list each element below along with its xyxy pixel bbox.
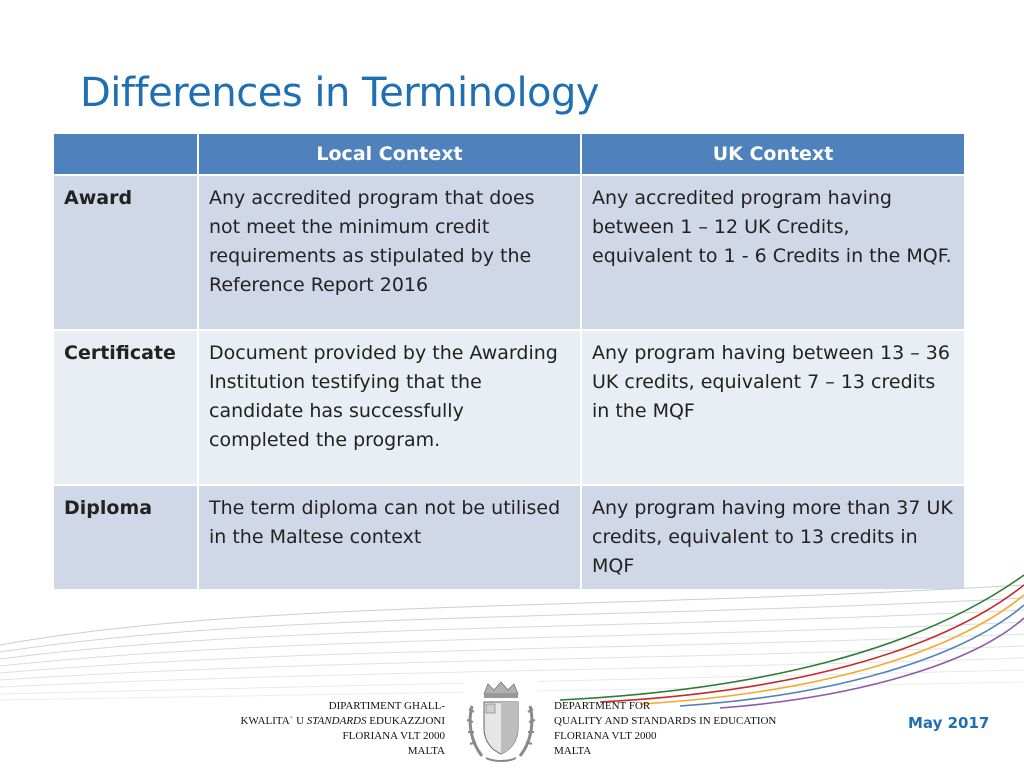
uk-context-cell: Any accredited program having between 1 – 12 UK Credits, equivalent to 1 - 6 Credits in the MQF. xyxy=(581,175,965,330)
table-row xyxy=(53,330,965,485)
uk-context-cell: Any program having between 13 – 36 UK credits, equivalent 7 – 13 credits in the MQF xyxy=(581,330,965,485)
local-context-cell: Document provided by the Awarding Institution testifying that the candidate has successfully completed the program. xyxy=(198,330,581,485)
slide-date: May 2017 xyxy=(908,714,990,732)
slide-title: Differences in Terminology xyxy=(80,70,600,116)
footer-english-department xyxy=(554,699,854,759)
header-term xyxy=(53,133,198,175)
footer-mt-line2 xyxy=(150,714,445,729)
malta-coat-of-arms-icon xyxy=(464,676,538,764)
term-cell: Diploma xyxy=(53,485,198,590)
footer-mt-line1: DIPARTIMENT GHALL- xyxy=(328,700,445,712)
local-context-cell: The term diploma can not be utilised in the Maltese context xyxy=(198,485,581,590)
footer-en-line4: MALTA xyxy=(554,745,592,757)
terminology-table xyxy=(52,132,966,591)
footer-mt-line3: FLORIANA VLT 2000 xyxy=(342,730,445,742)
footer-en-line2: QUALITY AND STANDARDS IN EDUCATION xyxy=(554,715,777,727)
header-uk-context: UK Context xyxy=(581,133,965,175)
table-row xyxy=(53,175,965,330)
footer-mt-line4: MALTA xyxy=(407,745,445,757)
footer-en-line1: DEPARTMENT FOR xyxy=(554,700,651,712)
term-cell: Certificate xyxy=(53,330,198,485)
footer-en-line3: FLORIANA VLT 2000 xyxy=(554,730,657,742)
local-context-cell: Any accredited program that does not meet the minimum credit requirements as stipulated by the Reference Report 2016 xyxy=(198,175,581,330)
term-cell: Award xyxy=(53,175,198,330)
footer-mt-line2-c: EDUKAZZJONI xyxy=(366,715,445,727)
footer-maltese-department xyxy=(150,699,445,759)
footer-mt-line2-a: KWALITA` U xyxy=(240,715,307,727)
header-local-context: Local Context xyxy=(198,133,581,175)
table-header-row xyxy=(53,133,965,175)
footer-mt-line2-b: STANDARDS xyxy=(306,715,367,727)
uk-context-cell: Any program having more than 37 UK credits, equivalent to 13 credits in MQF xyxy=(581,485,965,590)
